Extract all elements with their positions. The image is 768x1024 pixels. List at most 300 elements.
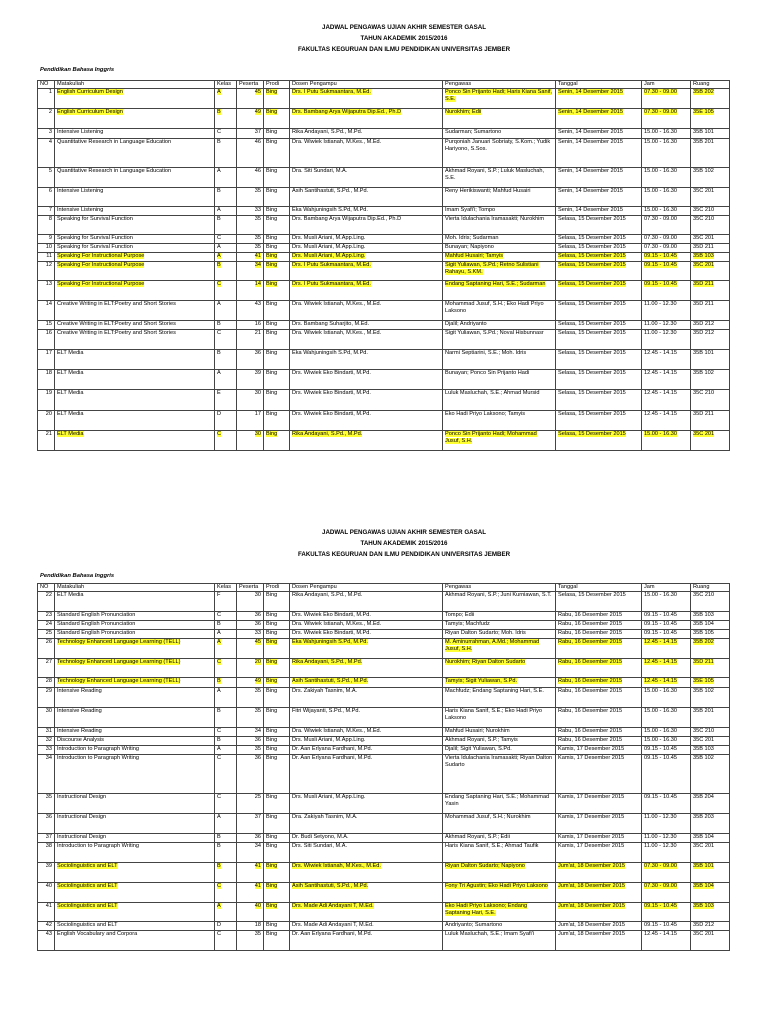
cell-tanggal: Rabu, 16 Desember 2015 [556,737,642,746]
cell-prodi: Bing [264,253,290,262]
cell-dosen: Rika Andayani, S.Pd., M.Pd. [290,592,443,612]
cell-pengawas: Riyan Dalton Sudarto; Moh. Idris [443,630,556,639]
cell-ruang: 35C 210 [691,728,730,737]
table-row [38,262,730,281]
cell-prodi: Bing [264,244,290,253]
cell-pengawas: Luluk Masluchah, S.E.; Ahmad Mursid [443,390,556,411]
table-row [38,235,730,244]
cell-peserta: 36 [237,834,264,843]
cell-pengawas: Ponco Sin Prijanto Hadi; Haris Kiana Sanif, S.E. [443,89,556,109]
cell-pengawas: Sigit Yuliawan, S.Pd.; Noval Hisbunnasr [443,330,556,350]
cell-tanggal: Senin, 14 Desember 2015 [556,207,642,216]
cell-ruang: 35B 201 [691,139,730,168]
cell-ruang: 35B 202 [691,89,730,109]
cell-ruang: 35D 212 [691,330,730,350]
cell-tanggal: Selasa, 15 Desember 2015 [556,235,642,244]
table-row [38,301,730,321]
cell-dosen: Drs. Musli Ariani, M.App.Ling. [290,253,443,262]
prodi-label: Pendidikan Bahasa Inggris [40,67,115,73]
cell-ruang: 35B 103 [691,746,730,755]
cell-kelas: B [215,843,237,863]
cell-jam: 12.45 - 14.15 [642,350,691,370]
cell-pengawas: Purqoniah Januari Sobriaty, S.Kom.; Yudik Hariyono, S.Sos. [443,139,556,168]
cell-jam: 09.15 - 10.45 [642,746,691,755]
cell-jam: 15.00 - 16.30 [642,168,691,188]
cell-prodi: Bing [264,728,290,737]
cell-tanggal: Kamis, 17 Desember 2015 [556,834,642,843]
table-row [38,188,730,207]
cell-no: 8 [38,216,55,235]
cell-no: 15 [38,321,55,330]
cell-matakuliah: Instructional Design [55,794,215,814]
cell-pengawas: Ponco Sin Prijanto Hadi; Mohammad Jusuf, S.H. [443,431,556,451]
cell-pengawas: Narmi Septiarini, S.E.; Moh. Idris [443,350,556,370]
cell-pengawas: Eko Hadi Priyo Laksono; Tamyis [443,411,556,431]
cell-peserta: 34 [237,262,264,281]
cell-prodi: Bing [264,592,290,612]
cell-prodi: Bing [264,262,290,281]
cell-prodi: Bing [264,612,290,621]
table-row [38,431,730,451]
cell-ruang: 35D 211 [691,281,730,301]
cell-prodi: Bing [264,411,290,431]
table-row [38,737,730,746]
table-row [38,708,730,728]
cell-dosen: Drs. Wiwiek Eko Bindarti, M.Pd. [290,390,443,411]
cell-peserta: 33 [237,630,264,639]
cell-tanggal: Selasa, 15 Desember 2015 [556,370,642,390]
cell-prodi: Bing [264,659,290,678]
cell-dosen: Drs. Bambang Arya Wijaputra Dip.Ed., Ph.D [290,109,443,129]
cell-tanggal: Rabu, 16 Desember 2015 [556,678,642,688]
cell-tanggal: Jum'at, 18 Desember 2015 [556,863,642,883]
cell-peserta: 49 [237,678,264,688]
cell-ruang: 35B 101 [691,350,730,370]
column-header-jam: Jam [642,584,691,592]
cell-jam: 11.00 - 12.30 [642,814,691,834]
cell-jam: 11.00 - 12.30 [642,330,691,350]
cell-kelas: B [215,216,237,235]
cell-ruang: 35B 202 [691,639,730,659]
cell-kelas: D [215,922,237,931]
cell-jam: 15.00 - 16.30 [642,188,691,207]
cell-matakuliah: English Curriculum Design [55,109,215,129]
cell-kelas: A [215,639,237,659]
page-header [40,527,768,560]
cell-kelas: B [215,621,237,630]
cell-prodi: Bing [264,922,290,931]
cell-matakuliah: Speaking for Survival Function [55,244,215,253]
table-row [38,728,730,737]
cell-peserta: 35 [237,235,264,244]
table-row [38,794,730,814]
cell-jam: 07.30 - 09.00 [642,216,691,235]
cell-jam: 15.00 - 16.30 [642,139,691,168]
cell-no: 37 [38,834,55,843]
cell-pengawas: Bunayan; Napiyono [443,244,556,253]
cell-matakuliah: Speaking For Instructional Purpose [55,262,215,281]
cell-dosen: Eka Wahjuningsih S.Pd, M.Pd. [290,639,443,659]
cell-kelas: A [215,301,237,321]
table-row [38,922,730,931]
cell-tanggal: Rabu, 16 Desember 2015 [556,639,642,659]
cell-jam: 15.00 - 16.30 [642,592,691,612]
cell-no: 7 [38,207,55,216]
cell-no: 42 [38,922,55,931]
table-row [38,411,730,431]
cell-matakuliah: Standard English Pronunciation [55,630,215,639]
schedule-table [37,583,730,951]
cell-prodi: Bing [264,621,290,630]
cell-ruang: 35C 201 [691,931,730,951]
cell-peserta: 35 [237,216,264,235]
column-header-pengawas: Pengawas [443,584,556,592]
cell-peserta: 36 [237,621,264,630]
cell-kelas: C [215,235,237,244]
cell-pengawas: Eko Hadi Priyo Laksono; Endang Saptaning Hari, S.E. [443,903,556,922]
cell-kelas: B [215,737,237,746]
cell-pengawas: Moh. Idris; Sudarman [443,235,556,244]
cell-ruang: 35B 204 [691,794,730,814]
cell-kelas: B [215,708,237,728]
cell-matakuliah: Intensive Listening [55,207,215,216]
cell-jam: 07.30 - 09.00 [642,883,691,903]
column-header-prodi: Prodi [264,81,290,89]
cell-prodi: Bing [264,109,290,129]
column-header-prodi: Prodi [264,584,290,592]
cell-no: 13 [38,281,55,301]
header-faculty: FAKULTAS KEGURUAN DAN ILMU PENDIDIKAN UNIVERSITAS JEMBER [297,551,511,558]
cell-peserta: 37 [237,129,264,139]
cell-prodi: Bing [264,814,290,834]
cell-dosen: Asih Santihastuti, S.Pd., M.Pd. [290,188,443,207]
column-header-jam: Jam [642,81,691,89]
cell-matakuliah: Technology Enhanced Language Learning (TELL) [55,639,215,659]
cell-kelas: A [215,630,237,639]
cell-ruang: 35C 210 [691,592,730,612]
cell-ruang: 35D 211 [691,659,730,678]
cell-dosen: Eka Wahjuningsih S.Pd, M.Pd. [290,207,443,216]
cell-prodi: Bing [264,301,290,321]
cell-no: 35 [38,794,55,814]
cell-dosen: Asih Santihastuti, S.Pd., M.Pd. [290,678,443,688]
cell-tanggal: Senin, 14 Desember 2015 [556,188,642,207]
cell-peserta: 35 [237,931,264,951]
cell-no: 5 [38,168,55,188]
cell-matakuliah: Sociolinguistics and ELT [55,863,215,883]
cell-matakuliah: Sociolinguistics and ELT [55,883,215,903]
cell-jam: 09.15 - 10.45 [642,755,691,794]
cell-ruang: 35B 203 [691,814,730,834]
cell-peserta: 41 [237,253,264,262]
cell-pengawas: Mahfud Husairi; Nurokhim [443,728,556,737]
cell-kelas: C [215,612,237,621]
cell-tanggal: Selasa, 15 Desember 2015 [556,330,642,350]
cell-dosen: Drs. Wiwiek Istianah, M.Kes., M.Ed. [290,863,443,883]
table-row [38,639,730,659]
schedule-page-1 [0,22,768,444]
cell-dosen: Drs. Siti Sundari, M.A. [290,843,443,863]
header-year: TAHUN AKADEMIK 2015/2016 [360,540,448,547]
cell-prodi: Bing [264,834,290,843]
cell-peserta: 18 [237,922,264,931]
cell-dosen: Drs. I Putu Sukmaantara, M.Ed. [290,281,443,301]
table-row [38,903,730,922]
cell-dosen: Drs. Wiwiek Eko Bindarti, M.Pd. [290,630,443,639]
cell-no: 24 [38,621,55,630]
cell-ruang: 35B 102 [691,755,730,794]
cell-jam: 15.00 - 16.30 [642,207,691,216]
table-row [38,688,730,708]
cell-ruang: 35C 201 [691,188,730,207]
cell-peserta: 39 [237,370,264,390]
cell-kelas: A [215,244,237,253]
cell-no: 17 [38,350,55,370]
table-row [38,216,730,235]
cell-dosen: Dra. Siti Sundari, M.A. [290,168,443,188]
cell-jam: 12.45 - 14.15 [642,390,691,411]
cell-pengawas: Imam Syafi'i; Tompo [443,207,556,216]
cell-kelas: C [215,330,237,350]
cell-no: 31 [38,728,55,737]
cell-tanggal: Jum'at, 18 Desember 2015 [556,903,642,922]
cell-peserta: 35 [237,688,264,708]
cell-dosen: Rika Andayani, S.Pd., M.Pd. [290,431,443,451]
cell-pengawas: Akhmad Royani, S.P.; Edii [443,834,556,843]
cell-peserta: 45 [237,89,264,109]
cell-matakuliah: Intensive Reading [55,728,215,737]
cell-matakuliah: Technology Enhanced Language Learning (TELL) [55,659,215,678]
cell-peserta: 40 [237,903,264,922]
cell-jam: 12.45 - 14.15 [642,678,691,688]
cell-peserta: 36 [237,350,264,370]
cell-no: 16 [38,330,55,350]
cell-no: 6 [38,188,55,207]
cell-kelas: B [215,109,237,129]
cell-kelas: A [215,168,237,188]
cell-jam: 11.00 - 12.30 [642,843,691,863]
cell-tanggal: Selasa, 15 Desember 2015 [556,216,642,235]
table-row [38,834,730,843]
cell-peserta: 36 [237,612,264,621]
column-header-peserta: Peserta [237,584,264,592]
cell-jam: 07.30 - 09.00 [642,109,691,129]
cell-jam: 15.00 - 16.30 [642,708,691,728]
cell-ruang: 35B 103 [691,253,730,262]
cell-kelas: C [215,883,237,903]
cell-kelas: C [215,431,237,451]
cell-no: 29 [38,688,55,708]
cell-no: 1 [38,89,55,109]
cell-matakuliah: Intensive Listening [55,129,215,139]
cell-ruang: 35B 103 [691,612,730,621]
cell-pengawas: Vierta Idulachania Iramasakti; Riyan Dalton Sudarto [443,755,556,794]
cell-pengawas: Fony Tri Agustin; Eko Hadi Priyo Laksono [443,883,556,903]
cell-prodi: Bing [264,931,290,951]
cell-pengawas: Haris Kiana Sanif, S.E.; Ahmad Taufik [443,843,556,863]
prodi-label: Pendidikan Bahasa Inggris [40,573,115,579]
cell-no: 10 [38,244,55,253]
cell-jam: 09.15 - 10.45 [642,922,691,931]
cell-tanggal: Kamis, 17 Desember 2015 [556,814,642,834]
cell-pengawas: Nurokhim; Riyan Dalton Sudarto [443,659,556,678]
cell-prodi: Bing [264,188,290,207]
cell-pengawas: Haris Kiana Sanif, S.E.; Eko Hadi Priyo Laksono [443,708,556,728]
cell-peserta: 35 [237,708,264,728]
column-header-tanggal: Tanggal [556,584,642,592]
cell-jam: 09.15 - 10.45 [642,262,691,281]
table-row [38,253,730,262]
cell-dosen: Dra. Wiwiek Istianah, M.Kes., M.Ed. [290,301,443,321]
cell-ruang: 35B 102 [691,370,730,390]
cell-tanggal: Kamis, 17 Desember 2015 [556,746,642,755]
cell-no: 43 [38,931,55,951]
cell-pengawas: Machfudz; Endang Saptaning Hari, S.E. [443,688,556,708]
cell-tanggal: Kamis, 17 Desember 2015 [556,794,642,814]
table-row [38,931,730,951]
table-row [38,592,730,612]
cell-jam: 15.00 - 16.30 [642,431,691,451]
cell-jam: 09.15 - 10.45 [642,630,691,639]
schedule-table [37,80,730,451]
cell-matakuliah: Introduction to Paragraph Writing [55,746,215,755]
cell-tanggal: Jum'at, 18 Desember 2015 [556,883,642,903]
cell-pengawas: Andriyanto; Sumartono [443,922,556,931]
cell-prodi: Bing [264,708,290,728]
table-row [38,755,730,794]
cell-matakuliah: Instructional Design [55,834,215,843]
cell-dosen: Dra. Wiwiek Istianah, M.Kes., M.Ed. [290,728,443,737]
cell-kelas: C [215,794,237,814]
cell-pengawas: Mahfud Husairi; Tamyis [443,253,556,262]
cell-ruang: 35B 104 [691,883,730,903]
column-header-ruang: Ruang [691,584,730,592]
cell-pengawas: Akhmad Royani, S.P.; Juni Kurniawan, S.T. [443,592,556,612]
cell-tanggal: Selasa, 15 Desember 2015 [556,411,642,431]
cell-kelas: A [215,370,237,390]
table-row [38,321,730,330]
cell-kelas: B [215,863,237,883]
cell-tanggal: Kamis, 17 Desember 2015 [556,843,642,863]
cell-dosen: Drs. I Putu Sukmaantara, M.Ed. [290,262,443,281]
column-header-mk: Matakuliah [55,81,215,89]
column-header-no: NO [38,81,55,89]
column-header-ruang: Ruang [691,81,730,89]
cell-tanggal: Selasa, 15 Desember 2015 [556,301,642,321]
cell-tanggal: Senin, 14 Desember 2015 [556,168,642,188]
cell-kelas: A [215,688,237,708]
cell-jam: 09.15 - 10.45 [642,253,691,262]
cell-no: 39 [38,863,55,883]
cell-peserta: 36 [237,737,264,746]
cell-prodi: Bing [264,678,290,688]
cell-no: 40 [38,883,55,903]
cell-no: 41 [38,903,55,922]
cell-tanggal: Rabu, 16 Desember 2015 [556,708,642,728]
cell-tanggal: Selasa, 15 Desember 2015 [556,592,642,612]
cell-pengawas: Djalil; Andriyanto [443,321,556,330]
column-header-kelas: Kelas [215,584,237,592]
cell-tanggal: Selasa, 15 Desember 2015 [556,321,642,330]
cell-jam: 09.15 - 10.45 [642,612,691,621]
cell-kelas: A [215,903,237,922]
cell-prodi: Bing [264,235,290,244]
cell-ruang: 35C 201 [691,737,730,746]
column-header-no: NO [38,584,55,592]
cell-tanggal: Rabu, 16 Desember 2015 [556,688,642,708]
cell-peserta: 30 [237,390,264,411]
table-row [38,612,730,621]
cell-ruang: 35B 103 [691,903,730,922]
cell-no: 3 [38,129,55,139]
cell-dosen: Drs. Musli Ariani, M.App.Ling. [290,737,443,746]
cell-pengawas: Tamyis; Machfudz [443,621,556,630]
cell-tanggal: Selasa, 15 Desember 2015 [556,431,642,451]
cell-matakuliah: English Curriculum Design [55,89,215,109]
cell-peserta: 37 [237,814,264,834]
cell-matakuliah: Standard English Pronunciation [55,612,215,621]
table-row [38,207,730,216]
cell-peserta: 41 [237,863,264,883]
cell-jam: 09.15 - 10.45 [642,281,691,301]
cell-pengawas: Endang Saptaning Hari, S.E.; Mohammad Yasin [443,794,556,814]
cell-prodi: Bing [264,863,290,883]
cell-peserta: 35 [237,746,264,755]
cell-prodi: Bing [264,168,290,188]
cell-prodi: Bing [264,843,290,863]
cell-kelas: C [215,129,237,139]
cell-peserta: 46 [237,139,264,168]
column-header-dosen: Dosen Pengampu [290,81,443,89]
cell-matakuliah: Introduction to Paragraph Writing [55,755,215,794]
cell-jam: 15.00 - 16.30 [642,688,691,708]
header-title: JADWAL PENGAWAS UJIAN AKHIR SEMESTER GASAL [322,24,486,31]
cell-pengawas: Riyan Dalton Sudarto; Napiyono [443,863,556,883]
cell-tanggal: Selasa, 15 Desember 2015 [556,350,642,370]
cell-no: 4 [38,139,55,168]
cell-pengawas: Nurokhim; Edii [443,109,556,129]
cell-kelas: B [215,834,237,843]
cell-prodi: Bing [264,390,290,411]
cell-dosen: Drs. Wiwiek Eko Bindarti, M.Pd. [290,612,443,621]
cell-dosen: Asih Santihastuti, S.Pd., M.Pd. [290,883,443,903]
cell-matakuliah: Intensive Reading [55,708,215,728]
cell-no: 28 [38,678,55,688]
cell-jam: 12.45 - 14.15 [642,370,691,390]
cell-dosen: Dr. Aan Erlyana Fardhani, M.Pd. [290,931,443,951]
cell-kelas: A [215,814,237,834]
cell-peserta: 17 [237,411,264,431]
cell-ruang: 35B 104 [691,621,730,630]
cell-matakuliah: Introduction to Paragraph Writing [55,843,215,863]
cell-no: 20 [38,411,55,431]
table-row [38,678,730,688]
table-row [38,621,730,630]
cell-dosen: Drs. Wiwiek Eko Bindarti, M.Pd. [290,411,443,431]
table-row [38,89,730,109]
table-row [38,746,730,755]
cell-jam: 15.00 - 16.30 [642,737,691,746]
cell-no: 34 [38,755,55,794]
cell-no: 32 [38,737,55,746]
cell-kelas: B [215,262,237,281]
cell-dosen: Dr. Aan Erlyana Fardhani, M.Pd. [290,746,443,755]
table-row [38,630,730,639]
cell-ruang: 35E 105 [691,678,730,688]
table-row [38,168,730,188]
cell-peserta: 43 [237,301,264,321]
cell-no: 33 [38,746,55,755]
